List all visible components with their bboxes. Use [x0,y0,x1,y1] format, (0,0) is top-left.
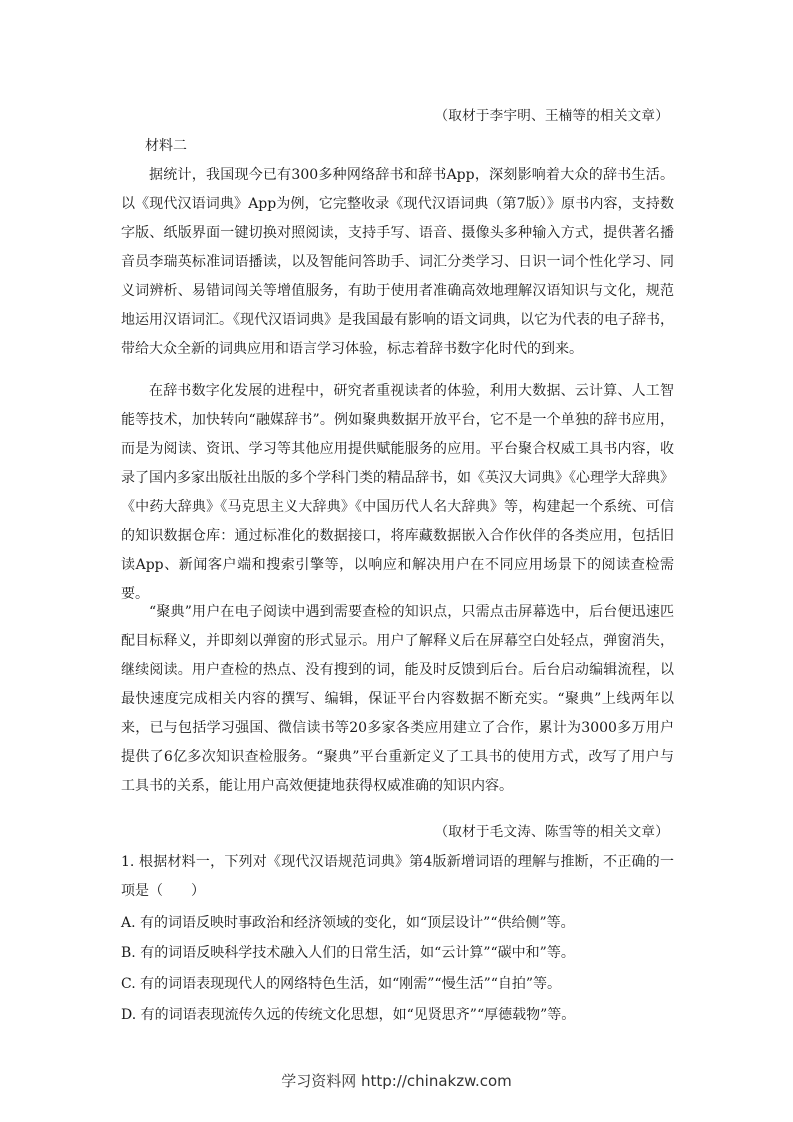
question-stem: 1. 根据材料一，下列对《现代汉语规范词典》第4版新增词语的理解与推断，不正确的一项是（ ） [121,854,674,899]
section-heading: 材料二 [145,138,187,154]
paragraph-text: “聚典”用户在电子阅读中遇到需要查检的知识点，只需点击屏幕选中，后台便迅速匹配目标释义，并即刻以弹窗的形式显示。用户了解释义后在屏幕空白处轻点，弹窗消失，继续阅读。用户查检的热点、没有搜到的词，能及时反馈到后台。后台启动编辑流程，以最快速度完成相关内容的撰写、编辑，保证平台内容数据不断充实。“聚典”上线两年以来，已与包括学习强国、微信读书等20多家各类应用建立了合作，累计为3000多万用户提供了6亿多次知识查检服务。“聚典”平台重新定义了工具书的使用方式，改写了用户与工具书的关系，能让用户高效便捷地获得权威准确的知识内容。 [121,604,674,794]
option-b: B. 有的词语反映科学技术融入人们的日常生活，如“云计算”“碳中和”等。 [121,945,575,961]
source-citation-1: （取材于李宇明、王楠等的相关文章） [434,108,669,124]
option-c: C. 有的词语表现现代人的网络特色生活，如“刚需”“慢生活”“自拍”等。 [121,976,562,992]
paragraph-text: 在辞书数字化发展的进程中，研究者重视读者的体验，利用大数据、云计算、人工智能等技术，加快转向“融媒辞书”。例如聚典数据开放平台，它不是一个单独的辞书应用，而是为阅读、资讯、学习等其他应用提供赋能服务的应用。平台聚合权威工具书内容，收录了国内多家出版社出版的多个学科门类的精品辞书，如《英汉大词典》《心理学大辞典》《中药大辞典》《马克思主义大辞典》《中国历代人名大辞典》等，构建起一个系统、可信的知识数据仓库：通过标准化的数据接口，将库藏数据嵌入合作伙伴的各类应用，包括旧读App、新闻客户端和搜索引擎等，以响应和解决用户在不同应用场景下的阅读查检需要。 [121,383,674,602]
source-citation-2: （取材于毛文涛、陈雪等的相关文章） [434,824,669,840]
paragraph-2 [121,377,674,609]
option-d: D. 有的词语表现流传久远的传统文化思想，如“见贤思齐”“厚德载物”等。 [121,1007,576,1023]
paragraph-text: 据统计，我国现今已有300多种网络辞书和辞书App，深刻影响着大众的辞书生活。以《现代汉语词典》App为例，它完整收录《现代汉语词典（第7版）》原书内容，支持数字版、纸版界面一键切换对照阅读，支持手写、语音、摄像头多种输入方式，提供著名播音员李瑞英标准词语播读，以及智能问答助手、词汇分类学习、日识一词个性化学习、同义词辨析、易错词闯关等增值服务，有助于使用者准确高效地理解汉语知识与文化，规范地运用汉语词汇。《现代汉语词典》是我国最有影响的语文词典，以它为代表的电子辞书，带给大众全新的词典应用和语言学习体验，标志着辞书数字化时代的到来。 [121,167,674,357]
footer-watermark: 学习资料网 http://chinakzw.com [281,1072,512,1090]
paragraph-1 [121,161,674,364]
paragraph-3 [121,598,674,801]
option-a: A. 有的词语反映时事政治和经济领域的变化，如“顶层设计”“供给侧”等。 [121,915,575,931]
